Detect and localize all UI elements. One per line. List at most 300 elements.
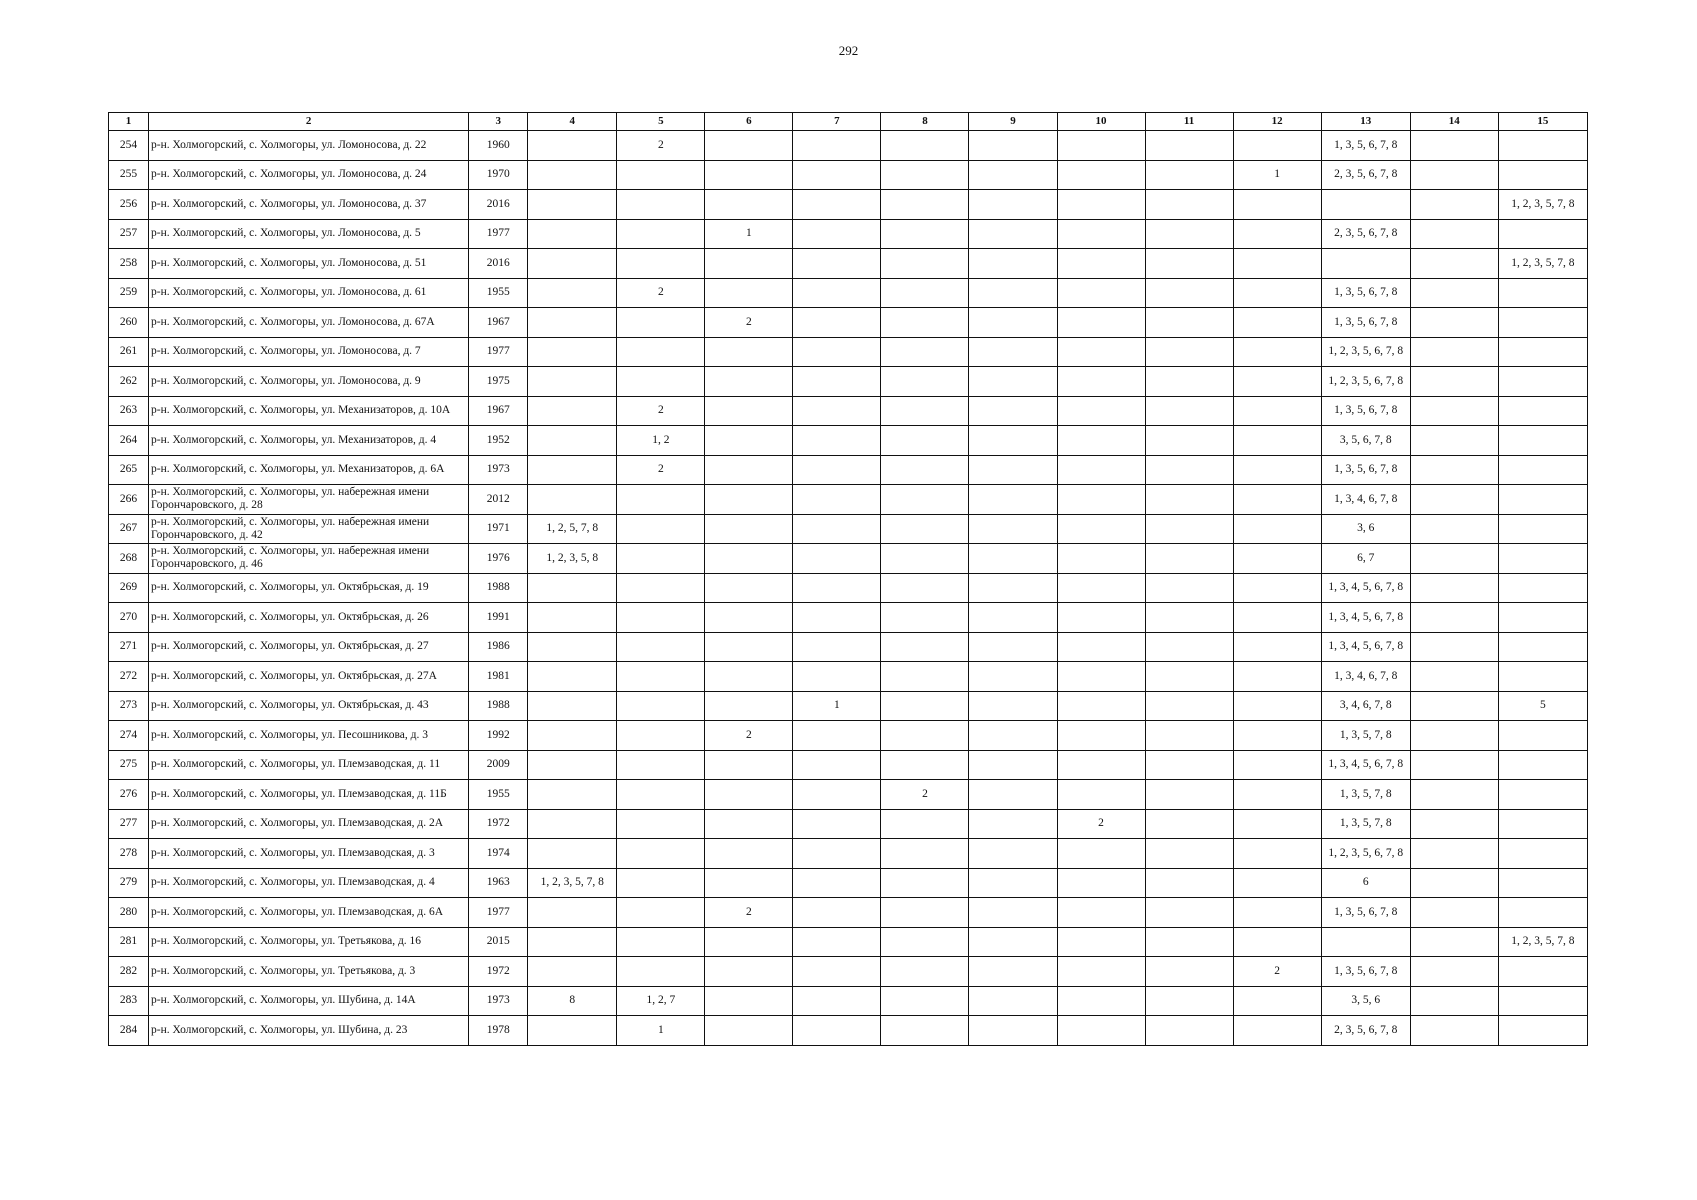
address-cell: р-н. Холмогорский, с. Холмогоры, ул. Племзаводская, д. 3 <box>149 839 469 869</box>
table-cell <box>969 131 1057 161</box>
table-cell <box>793 721 881 751</box>
table-cell <box>881 927 969 957</box>
table-cell: 1, 2, 3, 5, 7, 8 <box>1498 927 1587 957</box>
table-cell <box>793 632 881 662</box>
table-cell: 2 <box>881 780 969 810</box>
table-cell <box>793 485 881 515</box>
table-cell: 2, 3, 5, 6, 7, 8 <box>1321 219 1410 249</box>
table-cell <box>1498 603 1587 633</box>
table-row <box>109 750 1588 780</box>
table-cell <box>1057 691 1145 721</box>
table-cell <box>969 632 1057 662</box>
table-cell <box>528 927 617 957</box>
table-cell: 1, 3, 4, 5, 6, 7, 8 <box>1321 603 1410 633</box>
table-cell <box>881 809 969 839</box>
table-cell <box>528 367 617 397</box>
table-cell <box>1145 927 1233 957</box>
column-header-5: 5 <box>617 113 705 131</box>
row-number-cell: 276 <box>109 780 149 810</box>
table-cell <box>881 367 969 397</box>
table-row <box>109 278 1588 308</box>
table-cell <box>705 662 793 692</box>
table-cell: 3, 6 <box>1321 514 1410 544</box>
table-cell: 1, 2, 3, 5, 6, 7, 8 <box>1321 839 1410 869</box>
table-cell <box>969 219 1057 249</box>
column-header-6: 6 <box>705 113 793 131</box>
table-cell <box>1233 278 1321 308</box>
table-row <box>109 632 1588 662</box>
address-cell: р-н. Холмогорский, с. Холмогоры, ул. Ломоносова, д. 67А <box>149 308 469 338</box>
table-row <box>109 367 1588 397</box>
table-cell <box>793 514 881 544</box>
table-cell <box>1498 396 1587 426</box>
table-cell <box>705 160 793 190</box>
year-cell: 1976 <box>469 544 528 574</box>
year-cell: 1973 <box>469 986 528 1016</box>
row-number-cell: 257 <box>109 219 149 249</box>
year-cell: 1970 <box>469 160 528 190</box>
table-cell <box>705 1016 793 1046</box>
table-cell: 1, 3, 5, 6, 7, 8 <box>1321 278 1410 308</box>
table-cell: 3, 5, 6 <box>1321 986 1410 1016</box>
table-cell <box>1145 426 1233 456</box>
table-cell <box>793 337 881 367</box>
table-cell <box>1145 485 1233 515</box>
table-cell <box>1410 396 1498 426</box>
year-cell: 2016 <box>469 190 528 220</box>
table-cell <box>617 691 705 721</box>
table-cell <box>1498 839 1587 869</box>
table-cell <box>881 219 969 249</box>
table-cell <box>705 485 793 515</box>
table-row <box>109 337 1588 367</box>
table-cell: 1 <box>617 1016 705 1046</box>
table-cell: 1, 2, 3, 5, 7, 8 <box>528 868 617 898</box>
row-number-cell: 260 <box>109 308 149 338</box>
table-cell <box>1233 131 1321 161</box>
table-cell: 1, 2 <box>617 426 705 456</box>
table-cell <box>1145 337 1233 367</box>
table-cell <box>1145 839 1233 869</box>
table-cell <box>969 1016 1057 1046</box>
table-cell: 1, 3, 5, 6, 7, 8 <box>1321 455 1410 485</box>
table-cell <box>1233 485 1321 515</box>
table-cell <box>1145 573 1233 603</box>
table-cell <box>881 544 969 574</box>
table-row <box>109 308 1588 338</box>
table-cell <box>617 190 705 220</box>
table-cell <box>1145 278 1233 308</box>
year-cell: 1988 <box>469 691 528 721</box>
table-cell <box>1410 809 1498 839</box>
row-number-cell: 272 <box>109 662 149 692</box>
year-cell: 1981 <box>469 662 528 692</box>
year-cell: 1977 <box>469 898 528 928</box>
table-cell <box>793 190 881 220</box>
table-cell <box>1145 780 1233 810</box>
column-header-4: 4 <box>528 113 617 131</box>
table-cell <box>969 957 1057 987</box>
table-cell <box>1057 839 1145 869</box>
table-row <box>109 160 1588 190</box>
table-cell: 1, 3, 4, 6, 7, 8 <box>1321 485 1410 515</box>
table-cell <box>1233 514 1321 544</box>
table-cell <box>1410 160 1498 190</box>
table-cell <box>528 219 617 249</box>
year-cell: 1992 <box>469 721 528 751</box>
table-cell <box>1057 1016 1145 1046</box>
row-number-cell: 262 <box>109 367 149 397</box>
table-cell <box>793 426 881 456</box>
table-row <box>109 809 1588 839</box>
table-cell: 1, 2, 5, 7, 8 <box>528 514 617 544</box>
table-cell <box>1410 308 1498 338</box>
table-cell <box>528 1016 617 1046</box>
table-cell <box>1145 721 1233 751</box>
table-cell: 8 <box>528 986 617 1016</box>
table-cell <box>1233 750 1321 780</box>
table-cell <box>793 308 881 338</box>
table-cell <box>1410 750 1498 780</box>
address-cell: р-н. Холмогорский, с. Холмогоры, ул. Октябрьская, д. 27А <box>149 662 469 692</box>
table-cell <box>1498 573 1587 603</box>
table-cell <box>705 455 793 485</box>
table-cell <box>528 190 617 220</box>
table-cell <box>1145 603 1233 633</box>
column-header-7: 7 <box>793 113 881 131</box>
table-cell <box>969 514 1057 544</box>
table-cell <box>1410 367 1498 397</box>
table-cell <box>881 308 969 338</box>
address-cell: р-н. Холмогорский, с. Холмогоры, ул. Ломоносова, д. 5 <box>149 219 469 249</box>
year-cell: 1952 <box>469 426 528 456</box>
table-cell <box>617 367 705 397</box>
table-cell <box>1321 249 1410 279</box>
table-cell <box>617 780 705 810</box>
table-cell: 2 <box>617 396 705 426</box>
table-cell <box>1057 219 1145 249</box>
year-cell: 1967 <box>469 308 528 338</box>
table-cell <box>705 868 793 898</box>
table-cell <box>1321 190 1410 220</box>
table-cell: 2 <box>705 721 793 751</box>
table-cell <box>617 603 705 633</box>
table-cell: 3, 5, 6, 7, 8 <box>1321 426 1410 456</box>
table-row <box>109 396 1588 426</box>
table-cell <box>617 868 705 898</box>
table-cell <box>793 160 881 190</box>
table-cell <box>1145 809 1233 839</box>
table-cell <box>528 308 617 338</box>
table-cell <box>881 898 969 928</box>
year-cell: 1975 <box>469 367 528 397</box>
table-cell <box>528 131 617 161</box>
table-row <box>109 485 1588 515</box>
table-cell <box>969 544 1057 574</box>
table-cell <box>881 750 969 780</box>
table-cell <box>1057 986 1145 1016</box>
address-cell: р-н. Холмогорский, с. Холмогоры, ул. Племзаводская, д. 11 <box>149 750 469 780</box>
table-cell <box>1498 544 1587 574</box>
table-cell <box>617 219 705 249</box>
table-cell <box>705 426 793 456</box>
table-cell: 1, 3, 5, 6, 7, 8 <box>1321 957 1410 987</box>
table-cell <box>705 514 793 544</box>
table-cell <box>1145 986 1233 1016</box>
row-number-cell: 254 <box>109 131 149 161</box>
table-cell <box>1410 721 1498 751</box>
table-cell <box>881 691 969 721</box>
table-row <box>109 455 1588 485</box>
year-cell: 1960 <box>469 131 528 161</box>
table-cell <box>705 691 793 721</box>
table-cell <box>1498 514 1587 544</box>
table-row <box>109 603 1588 633</box>
table-cell <box>1145 131 1233 161</box>
row-number-cell: 279 <box>109 868 149 898</box>
table-cell <box>1145 455 1233 485</box>
table-cell <box>1498 986 1587 1016</box>
table-cell <box>1498 1016 1587 1046</box>
table-cell <box>617 485 705 515</box>
table-cell <box>969 455 1057 485</box>
table-cell <box>1233 662 1321 692</box>
address-cell: р-н. Холмогорский, с. Холмогоры, ул. Механизаторов, д. 10А <box>149 396 469 426</box>
table-row <box>109 839 1588 869</box>
table-cell <box>617 839 705 869</box>
table-cell <box>528 485 617 515</box>
column-header-14: 14 <box>1410 113 1498 131</box>
table-cell <box>1145 868 1233 898</box>
table-cell <box>969 986 1057 1016</box>
table-cell <box>1410 986 1498 1016</box>
table-cell <box>969 396 1057 426</box>
table-cell <box>1410 632 1498 662</box>
table-cell <box>617 337 705 367</box>
table-cell <box>1057 780 1145 810</box>
table-cell <box>1233 426 1321 456</box>
column-header-12: 12 <box>1233 113 1321 131</box>
row-number-cell: 268 <box>109 544 149 574</box>
table-cell <box>528 396 617 426</box>
table-cell: 1, 3, 4, 6, 7, 8 <box>1321 662 1410 692</box>
table-cell <box>793 455 881 485</box>
address-cell: р-н. Холмогорский, с. Холмогоры, ул. Третьякова, д. 16 <box>149 927 469 957</box>
table-cell: 2, 3, 5, 6, 7, 8 <box>1321 160 1410 190</box>
table-cell <box>1057 868 1145 898</box>
address-cell: р-н. Холмогорский, с. Холмогоры, ул. Племзаводская, д. 4 <box>149 868 469 898</box>
table-cell <box>1498 662 1587 692</box>
year-cell: 2009 <box>469 750 528 780</box>
address-cell: р-н. Холмогорский, с. Холмогоры, ул. Шубина, д. 23 <box>149 1016 469 1046</box>
table-cell <box>1410 131 1498 161</box>
table-cell <box>528 573 617 603</box>
table-cell <box>969 662 1057 692</box>
table-cell <box>617 750 705 780</box>
table-cell <box>793 131 881 161</box>
table-cell <box>881 868 969 898</box>
table-cell <box>528 780 617 810</box>
table-cell <box>793 278 881 308</box>
table-cell <box>1145 308 1233 338</box>
table-cell <box>617 809 705 839</box>
table-cell <box>1057 249 1145 279</box>
table-cell <box>1233 219 1321 249</box>
column-header-1: 1 <box>109 113 149 131</box>
year-cell: 1955 <box>469 780 528 810</box>
year-cell: 1986 <box>469 632 528 662</box>
table-row <box>109 514 1588 544</box>
address-cell: р-н. Холмогорский, с. Холмогоры, ул. Октябрьская, д. 27 <box>149 632 469 662</box>
table-cell <box>881 721 969 751</box>
row-number-cell: 258 <box>109 249 149 279</box>
table-cell <box>793 603 881 633</box>
table-cell <box>528 632 617 662</box>
table-cell <box>793 544 881 574</box>
table-cell <box>1410 780 1498 810</box>
table-cell <box>881 986 969 1016</box>
table-cell <box>793 573 881 603</box>
table-cell <box>1057 514 1145 544</box>
page-number: 292 <box>838 43 859 58</box>
row-number-cell: 266 <box>109 485 149 515</box>
table-cell <box>617 957 705 987</box>
table-cell <box>881 396 969 426</box>
table-cell <box>1145 544 1233 574</box>
row-number-cell: 255 <box>109 160 149 190</box>
address-cell: р-н. Холмогорский, с. Холмогоры, ул. Племзаводская, д. 2А <box>149 809 469 839</box>
table-cell <box>1057 426 1145 456</box>
row-number-cell: 280 <box>109 898 149 928</box>
table-cell <box>1498 426 1587 456</box>
table-cell <box>881 485 969 515</box>
table-row <box>109 957 1588 987</box>
table-cell <box>528 455 617 485</box>
table-cell <box>1498 455 1587 485</box>
table-row <box>109 426 1588 456</box>
table-cell <box>617 898 705 928</box>
table-cell <box>1410 455 1498 485</box>
row-number-cell: 261 <box>109 337 149 367</box>
address-cell: р-н. Холмогорский, с. Холмогоры, ул. Ломоносова, д. 7 <box>149 337 469 367</box>
row-number-cell: 264 <box>109 426 149 456</box>
row-number-cell: 263 <box>109 396 149 426</box>
address-cell: р-н. Холмогорский, с. Холмогоры, ул. набережная имени Горончаровского, д. 46 <box>149 544 469 574</box>
table-cell <box>1233 809 1321 839</box>
table-cell <box>705 927 793 957</box>
table-cell <box>881 337 969 367</box>
table-cell <box>705 249 793 279</box>
year-cell: 1972 <box>469 957 528 987</box>
table-cell: 2 <box>617 278 705 308</box>
address-cell: р-н. Холмогорский, с. Холмогоры, ул. Третьякова, д. 3 <box>149 957 469 987</box>
table-cell <box>1233 898 1321 928</box>
table-cell: 1 <box>1233 160 1321 190</box>
table-cell <box>528 160 617 190</box>
table-cell <box>969 868 1057 898</box>
table-cell: 1 <box>705 219 793 249</box>
table-cell <box>617 544 705 574</box>
table-cell <box>1410 691 1498 721</box>
table-cell <box>969 691 1057 721</box>
year-cell: 1977 <box>469 219 528 249</box>
table-cell <box>1233 986 1321 1016</box>
address-cell: р-н. Холмогорский, с. Холмогоры, ул. Ломоносова, д. 61 <box>149 278 469 308</box>
table-cell <box>793 780 881 810</box>
table-cell <box>705 603 793 633</box>
table-cell <box>1145 691 1233 721</box>
year-cell: 1972 <box>469 809 528 839</box>
row-number-cell: 284 <box>109 1016 149 1046</box>
table-cell <box>1057 898 1145 928</box>
table-cell <box>528 721 617 751</box>
table-cell <box>881 278 969 308</box>
year-cell: 2015 <box>469 927 528 957</box>
row-number-cell: 283 <box>109 986 149 1016</box>
year-cell: 1971 <box>469 514 528 544</box>
address-cell: р-н. Холмогорский, с. Холмогоры, ул. Октябрьская, д. 26 <box>149 603 469 633</box>
table-cell <box>1145 219 1233 249</box>
table-cell <box>528 839 617 869</box>
table-cell <box>1145 249 1233 279</box>
table-cell <box>705 809 793 839</box>
table-cell: 2 <box>1057 809 1145 839</box>
table-cell <box>617 160 705 190</box>
table-cell: 1, 3, 5, 7, 8 <box>1321 780 1410 810</box>
table-cell <box>969 721 1057 751</box>
table-cell: 1, 3, 5, 6, 7, 8 <box>1321 396 1410 426</box>
year-cell: 1978 <box>469 1016 528 1046</box>
table-cell <box>1410 278 1498 308</box>
table-cell <box>969 367 1057 397</box>
table-cell <box>1410 544 1498 574</box>
table-cell <box>1498 219 1587 249</box>
year-cell: 2016 <box>469 249 528 279</box>
table-cell <box>969 839 1057 869</box>
table-row <box>109 662 1588 692</box>
table-cell <box>793 1016 881 1046</box>
table-cell <box>1057 367 1145 397</box>
table-cell <box>969 603 1057 633</box>
housing-register-table <box>108 112 1588 1046</box>
address-cell: р-н. Холмогорский, с. Холмогоры, ул. Племзаводская, д. 11Б <box>149 780 469 810</box>
address-cell: р-н. Холмогорский, с. Холмогоры, ул. Племзаводская, д. 6А <box>149 898 469 928</box>
year-cell: 1991 <box>469 603 528 633</box>
table-cell <box>705 396 793 426</box>
table-cell <box>1057 485 1145 515</box>
table-cell <box>1410 190 1498 220</box>
table-cell <box>1233 190 1321 220</box>
table-cell <box>1057 750 1145 780</box>
table-cell: 6 <box>1321 868 1410 898</box>
year-cell: 2012 <box>469 485 528 515</box>
table-cell <box>1057 544 1145 574</box>
table-cell: 1, 2, 3, 5, 7, 8 <box>1498 249 1587 279</box>
table-cell <box>881 839 969 869</box>
table-cell <box>1233 455 1321 485</box>
table-cell <box>617 573 705 603</box>
table-cell <box>1410 927 1498 957</box>
row-number-cell: 259 <box>109 278 149 308</box>
table-cell <box>1145 750 1233 780</box>
table-cell <box>1498 160 1587 190</box>
table-cell <box>793 662 881 692</box>
table-cell <box>969 249 1057 279</box>
table-cell <box>969 573 1057 603</box>
table-cell <box>1145 367 1233 397</box>
table-cell <box>969 190 1057 220</box>
table-header-row <box>109 113 1588 131</box>
